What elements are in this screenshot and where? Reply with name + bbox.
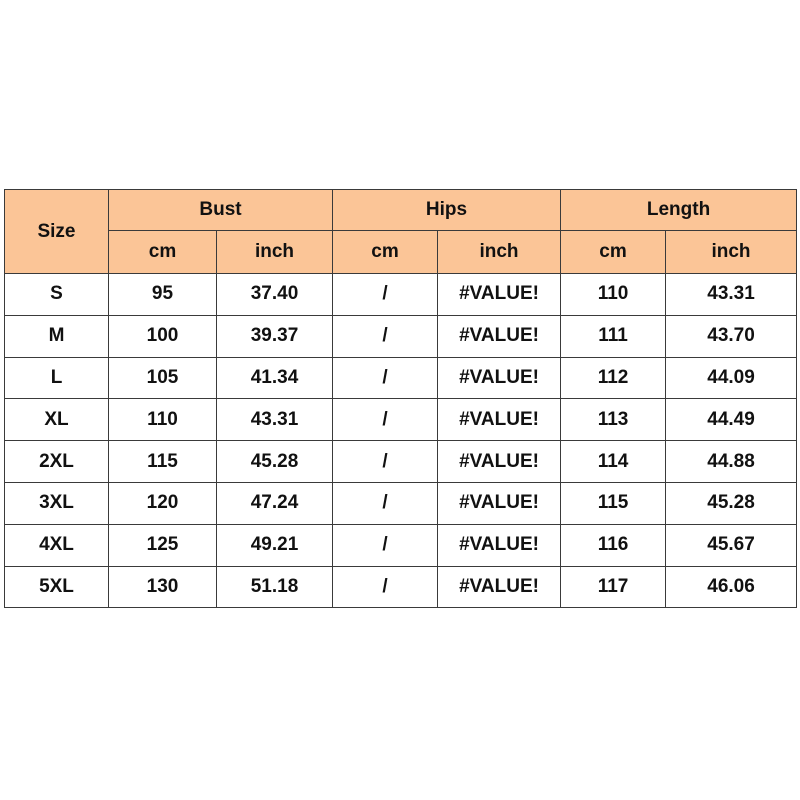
size-cell: 3XL — [5, 482, 109, 524]
bust-group-header: Bust — [109, 190, 333, 231]
length-cm-header: cm — [561, 231, 666, 274]
hips-inch-cell: #VALUE! — [438, 441, 561, 483]
hips-cm-cell: / — [333, 482, 438, 524]
hips-cm-cell: / — [333, 524, 438, 566]
bust-inch-cell: 41.34 — [217, 357, 333, 399]
bust-inch-cell: 51.18 — [217, 566, 333, 608]
hips-cm-cell: / — [333, 399, 438, 441]
bust-cm-cell: 110 — [109, 399, 217, 441]
hips-cm-cell: / — [333, 274, 438, 316]
size-cell: 4XL — [5, 524, 109, 566]
length-cm-cell: 117 — [561, 566, 666, 608]
hips-group-header: Hips — [333, 190, 561, 231]
table-row — [5, 441, 797, 483]
hips-cm-cell: / — [333, 566, 438, 608]
size-cell: S — [5, 274, 109, 316]
bust-inch-cell: 47.24 — [217, 482, 333, 524]
bust-cm-cell: 100 — [109, 315, 217, 357]
bust-cm-cell: 115 — [109, 441, 217, 483]
table-row — [5, 524, 797, 566]
hips-cm-cell: / — [333, 441, 438, 483]
table-row — [5, 315, 797, 357]
bust-cm-cell: 95 — [109, 274, 217, 316]
length-inch-header: inch — [666, 231, 797, 274]
size-cell: 5XL — [5, 566, 109, 608]
hips-cm-cell: / — [333, 315, 438, 357]
size-chart-table — [4, 189, 797, 608]
bust-cm-cell: 130 — [109, 566, 217, 608]
table-row — [5, 566, 797, 608]
hips-inch-cell: #VALUE! — [438, 274, 561, 316]
length-inch-cell: 46.06 — [666, 566, 797, 608]
length-group-header: Length — [561, 190, 797, 231]
size-cell: M — [5, 315, 109, 357]
length-inch-cell: 44.09 — [666, 357, 797, 399]
length-inch-cell: 44.49 — [666, 399, 797, 441]
bust-cm-cell: 120 — [109, 482, 217, 524]
length-inch-cell: 43.31 — [666, 274, 797, 316]
hips-inch-header: inch — [438, 231, 561, 274]
length-inch-cell: 44.88 — [666, 441, 797, 483]
hips-inch-cell: #VALUE! — [438, 357, 561, 399]
table-row — [5, 482, 797, 524]
table-row — [5, 274, 797, 316]
length-cm-cell: 115 — [561, 482, 666, 524]
bust-inch-cell: 43.31 — [217, 399, 333, 441]
hips-inch-cell: #VALUE! — [438, 524, 561, 566]
size-cell: XL — [5, 399, 109, 441]
hips-cm-header: cm — [333, 231, 438, 274]
length-cm-cell: 113 — [561, 399, 666, 441]
size-cell: 2XL — [5, 441, 109, 483]
length-cm-cell: 111 — [561, 315, 666, 357]
size-chart-body — [5, 274, 797, 608]
bust-cm-header: cm — [109, 231, 217, 274]
hips-inch-cell: #VALUE! — [438, 566, 561, 608]
length-inch-cell: 45.28 — [666, 482, 797, 524]
table-row — [5, 399, 797, 441]
bust-inch-cell: 37.40 — [217, 274, 333, 316]
length-cm-cell: 110 — [561, 274, 666, 316]
length-inch-cell: 45.67 — [666, 524, 797, 566]
hips-inch-cell: #VALUE! — [438, 399, 561, 441]
length-cm-cell: 114 — [561, 441, 666, 483]
length-cm-cell: 112 — [561, 357, 666, 399]
bust-inch-cell: 49.21 — [217, 524, 333, 566]
length-inch-cell: 43.70 — [666, 315, 797, 357]
table-row — [5, 357, 797, 399]
hips-inch-cell: #VALUE! — [438, 315, 561, 357]
length-cm-cell: 116 — [561, 524, 666, 566]
bust-cm-cell: 105 — [109, 357, 217, 399]
bust-inch-cell: 45.28 — [217, 441, 333, 483]
size-column-header: Size — [5, 190, 109, 274]
size-cell: L — [5, 357, 109, 399]
bust-cm-cell: 125 — [109, 524, 217, 566]
bust-inch-cell: 39.37 — [217, 315, 333, 357]
bust-inch-header: inch — [217, 231, 333, 274]
hips-inch-cell: #VALUE! — [438, 482, 561, 524]
hips-cm-cell: / — [333, 357, 438, 399]
